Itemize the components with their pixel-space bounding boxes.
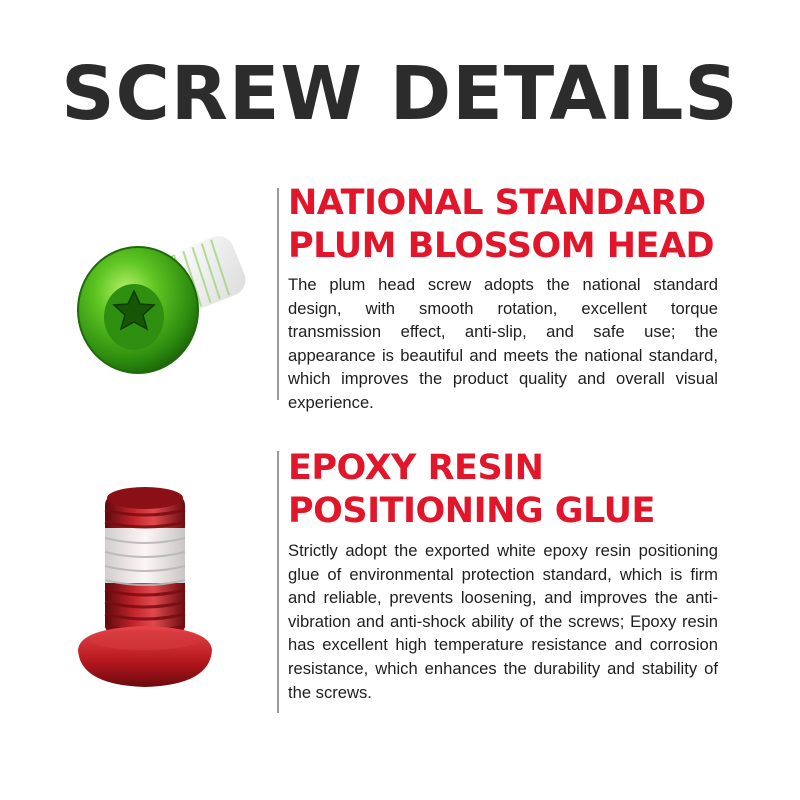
section-divider [277,188,279,400]
section-heading [288,182,714,268]
section-divider [277,451,279,713]
section-heading [288,447,655,533]
section-description: The plum head screw adopts the national standard design, with smooth rotation, excellent torque transmission effect, anti-slip, and safe use; the appearance is beautiful and meets the national standard, which improves the product quality and overall visual experience. [288,275,718,412]
section-plum-blossom-head [0,180,800,410]
section-heading-line: PLUM BLOSSOM HEAD [288,226,715,266]
section-description: Strictly adopt the exported white epoxy resin positioning glue of environmental protection standard, which is firm and reliable, prevents loosening, and improves the anti-vibration and anti-shock ability of the screws; Epoxy resin has excellent high temperature resistance and corrosion resistance, which enhances the durability and stability of the screws. [288,541,718,702]
section-heading-line: NATIONAL STANDARD [288,183,706,223]
section-epoxy-resin-glue [0,445,800,720]
section-heading-line: EPOXY RESIN [288,448,544,488]
page-title: SCREW DETAILS [61,51,739,137]
section-heading-line: POSITIONING GLUE [288,491,655,531]
